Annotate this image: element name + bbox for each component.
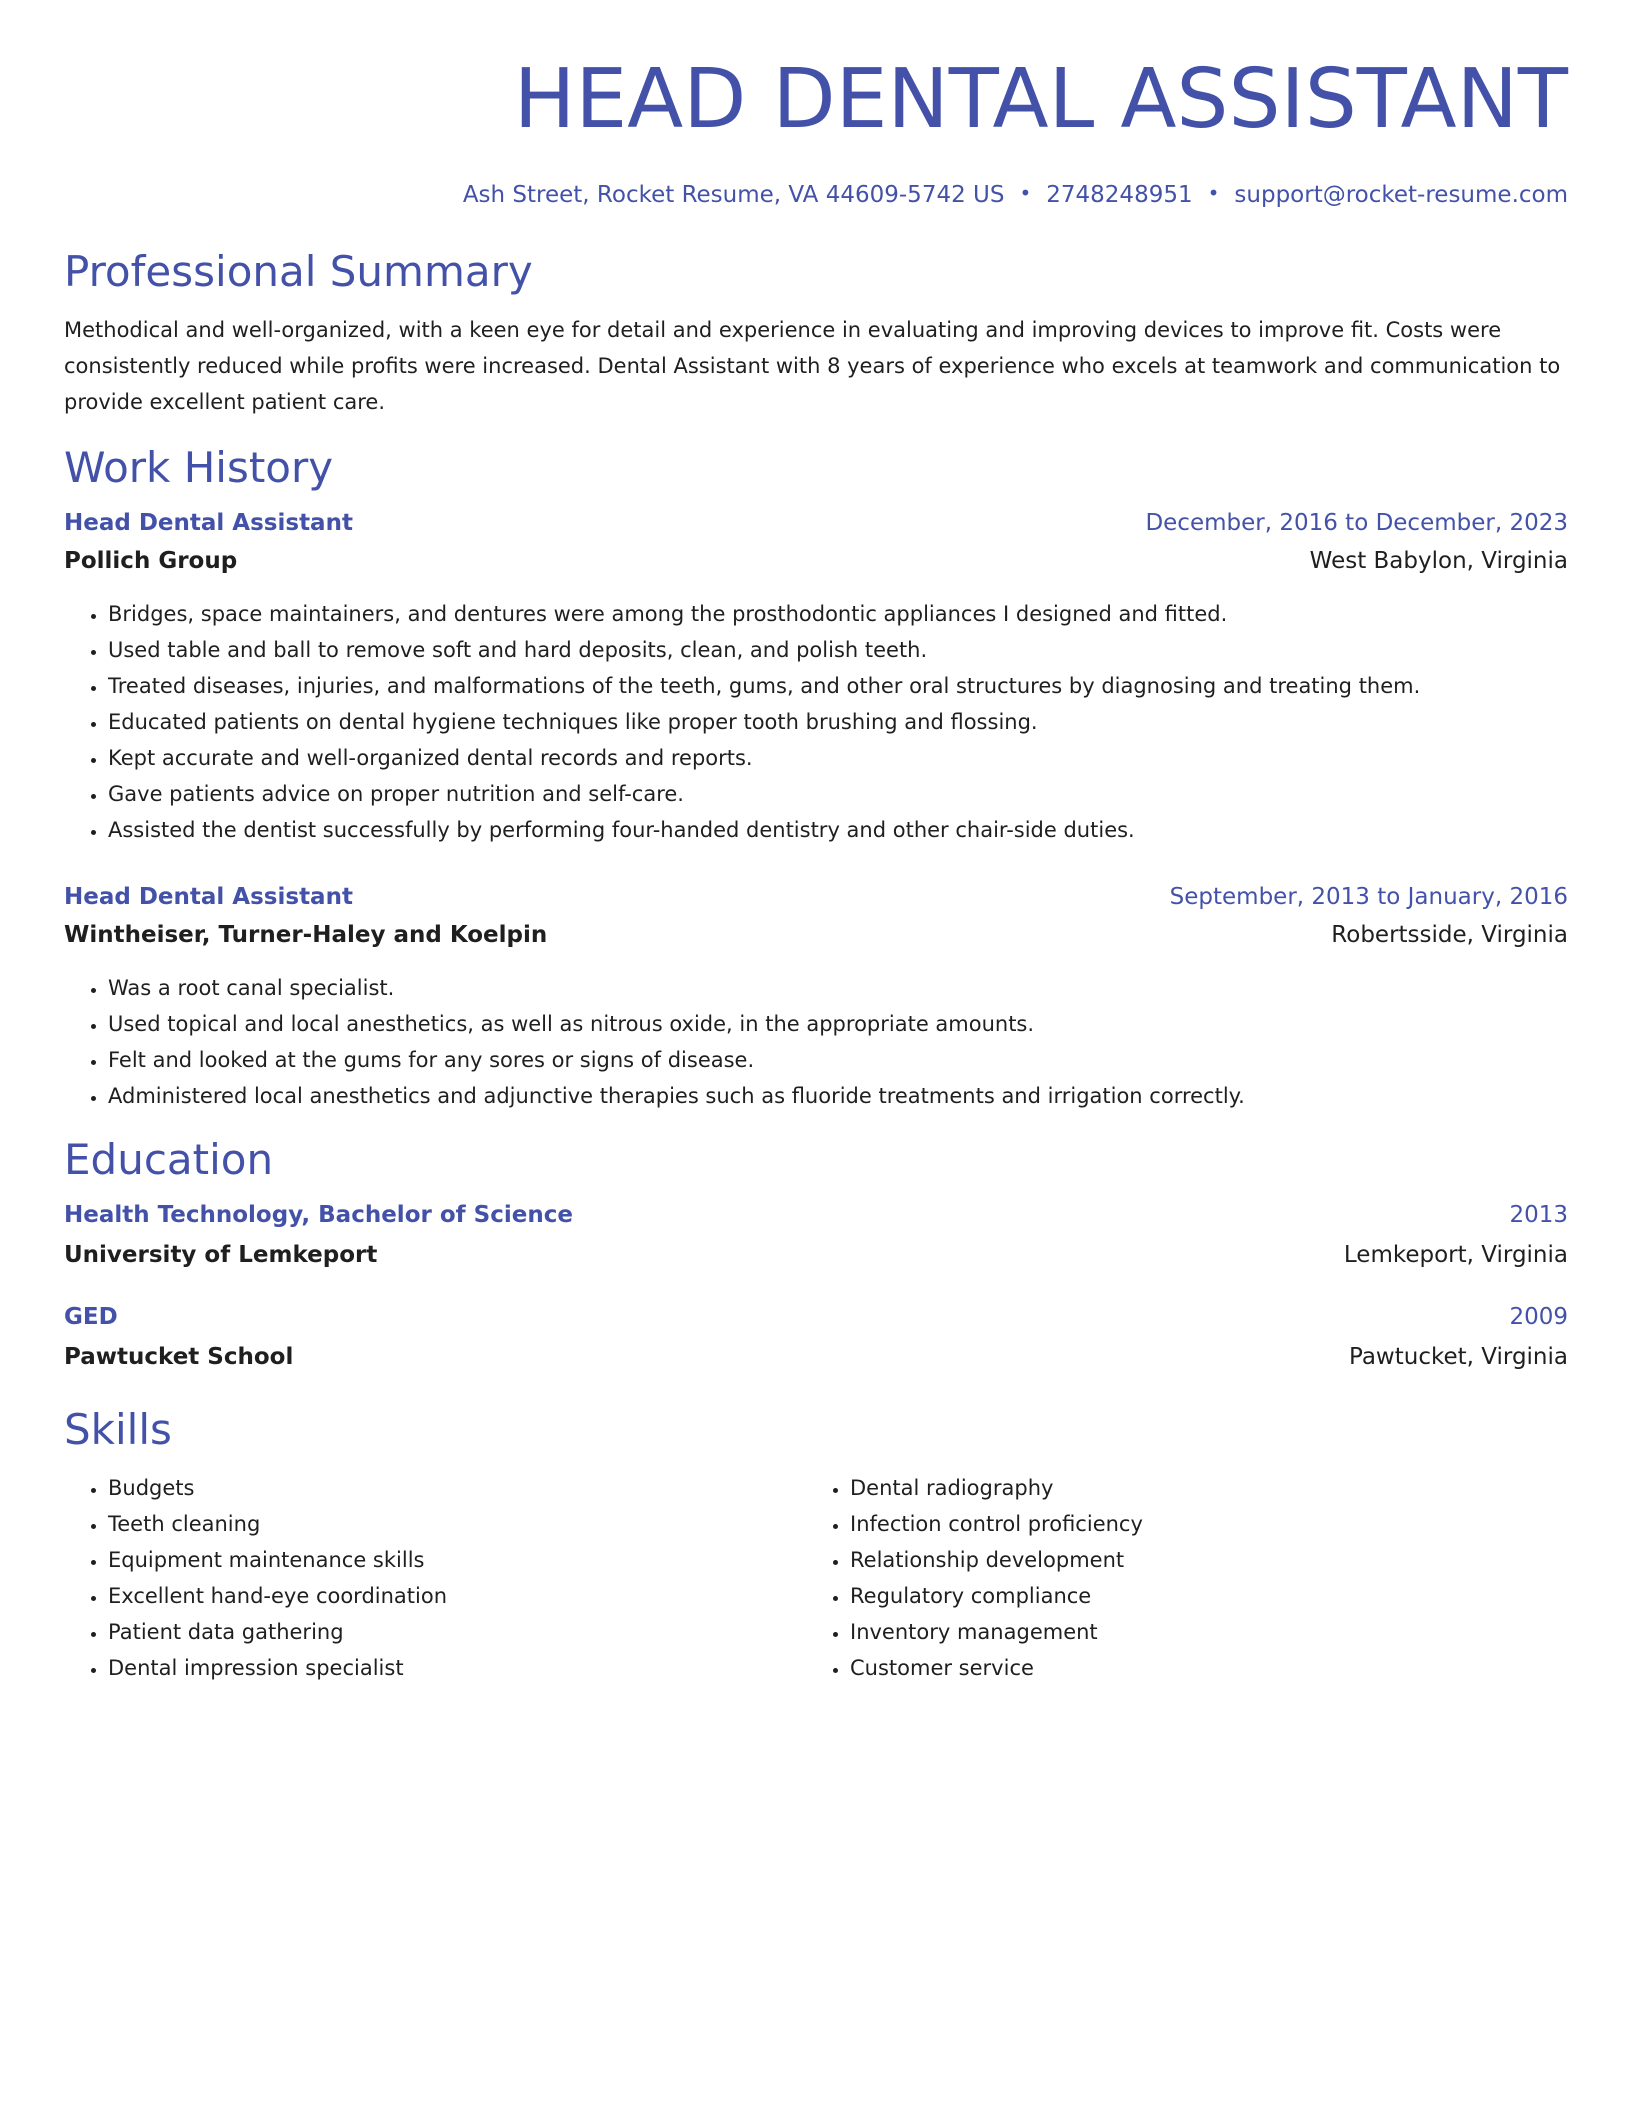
education-header-row: [64, 1298, 1568, 1336]
education-heading: Education: [64, 1135, 274, 1184]
education-entry: [64, 1298, 1568, 1376]
job-entry: [64, 878, 1568, 1114]
contact-address: Ash Street, Rocket Resume, VA 44609-5742 US: [462, 182, 1005, 208]
education-org-row: [64, 1236, 1568, 1274]
job-bullet: • Felt and looked at the gums for any sores or signs of disease.: [108, 1042, 1568, 1078]
contact-separator: •: [1019, 181, 1032, 205]
skill-item: • Customer service: [850, 1650, 1548, 1686]
skill-item: • Inventory management: [850, 1614, 1548, 1650]
job-bullets: [64, 970, 1568, 1114]
job-bullet: • Educated patients on dental hygiene techniques like proper tooth brushing and flossing.: [108, 704, 1568, 740]
job-location: Robertsside, Virginia: [1331, 922, 1568, 948]
education-degree: GED: [64, 1304, 118, 1330]
education-header-row: [64, 1196, 1568, 1234]
skill-item: • Dental impression specialist: [108, 1650, 806, 1686]
skill-item: • Regulatory compliance: [850, 1578, 1548, 1614]
skills-column-right: [806, 1470, 1548, 1686]
education-org-row: [64, 1338, 1568, 1376]
contact-phone: 2748248951: [1046, 182, 1193, 208]
summary-heading: Professional Summary: [64, 247, 533, 296]
job-role: Head Dental Assistant: [64, 884, 353, 910]
job-bullet: • Was a root canal specialist.: [108, 970, 1568, 1006]
job-header-row: [64, 504, 1568, 542]
skills-list: [64, 1470, 806, 1686]
job-location: West Babylon, Virginia: [1309, 548, 1568, 574]
skills-heading: Skills: [64, 1405, 172, 1454]
skill-item: • Dental radiography: [850, 1470, 1548, 1506]
education-year: 2009: [1509, 1304, 1568, 1330]
skill-item: • Teeth cleaning: [108, 1506, 806, 1542]
skill-item: • Budgets: [108, 1470, 806, 1506]
job-bullet: • Used topical and local anesthetics, as well as nitrous oxide, in the appropriate amounts.: [108, 1006, 1568, 1042]
job-bullet: • Gave patients advice on proper nutrition and self-care.: [108, 776, 1568, 812]
skill-item: • Relationship development: [850, 1542, 1548, 1578]
summary-text: Methodical and well-organized, with a keen eye for detail and experience in evaluating and improving devices to improve fit. Costs were consistently reduced while profits were increased. Dental Assistant with 8 years of experience who excels at teamwork and communication to provide excellent patient care.: [64, 318, 1561, 414]
job-org-row: [64, 916, 1568, 954]
job-org-row: [64, 542, 1568, 580]
education-degree: Health Technology, Bachelor of Science: [64, 1202, 573, 1228]
job-company: Pollich Group: [64, 548, 238, 574]
work-history-heading: Work History: [64, 443, 334, 492]
skill-item: • Patient data gathering: [108, 1614, 806, 1650]
job-bullet: • Administered local anesthetics and adjunctive therapies such as fluoride treatments and irrigation correctly.: [108, 1078, 1568, 1114]
contact-separator: •: [1207, 181, 1220, 205]
job-bullets: [64, 596, 1568, 848]
job-bullet: • Kept accurate and well-organized dental records and reports.: [108, 740, 1568, 776]
education-location: Lemkeport, Virginia: [1343, 1242, 1568, 1268]
skills-column-left: [64, 1470, 806, 1686]
job-dates: September, 2013 to January, 2016: [1169, 884, 1568, 910]
job-dates: December, 2016 to December, 2023: [1145, 510, 1568, 536]
job-role: Head Dental Assistant: [64, 510, 353, 536]
education-school: University of Lemkeport: [64, 1242, 378, 1268]
contact-line: [64, 176, 1568, 212]
job-entry: [64, 504, 1568, 848]
job-bullet: • Bridges, space maintainers, and dentures were among the prosthodontic appliances I designed and fitted.: [108, 596, 1568, 632]
education-year: 2013: [1509, 1202, 1568, 1228]
skills-columns: [64, 1470, 1568, 1686]
skill-item: • Excellent hand-eye coordination: [108, 1578, 806, 1614]
education-location: Pawtucket, Virginia: [1349, 1344, 1568, 1370]
contact-email: support@rocket-resume.com: [1234, 182, 1568, 208]
job-company: Wintheiser, Turner-Haley and Koelpin: [64, 922, 548, 948]
skill-item: • Infection control proficiency: [850, 1506, 1548, 1542]
skill-item: • Equipment maintenance skills: [108, 1542, 806, 1578]
education-entry: [64, 1196, 1568, 1274]
resume-title: HEAD DENTAL ASSISTANT: [513, 52, 1568, 147]
education-school: Pawtucket School: [64, 1344, 294, 1370]
job-header-row: [64, 878, 1568, 916]
job-bullet: • Assisted the dentist successfully by performing four-handed dentistry and other chair-side duties.: [108, 812, 1568, 848]
job-bullet: • Used table and ball to remove soft and hard deposits, clean, and polish teeth.: [108, 632, 1568, 668]
job-bullet: • Treated diseases, injuries, and malformations of the teeth, gums, and other oral structures by diagnosing and treating them.: [108, 668, 1568, 704]
skills-list: [806, 1470, 1548, 1686]
